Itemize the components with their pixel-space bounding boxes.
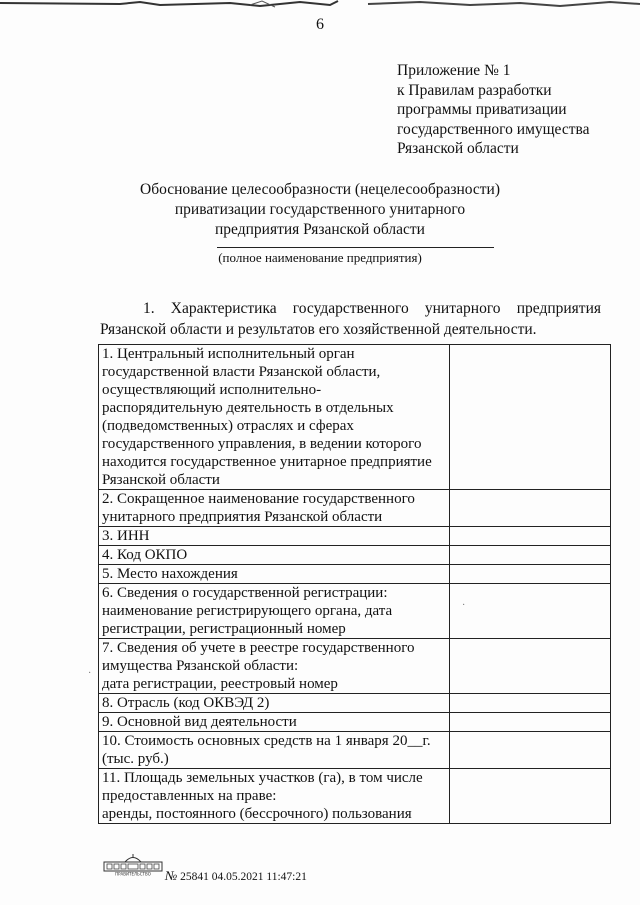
row-label — [99, 490, 450, 527]
row-label-line: осуществляющий исполнительно- — [102, 382, 322, 398]
row-label-line: дата регистрации, реестровый номер — [102, 676, 338, 692]
table-row — [99, 527, 611, 546]
row-label-line: 5. Место нахождения — [102, 566, 238, 582]
row-label-line: наименование регистрирующего органа, дата — [102, 603, 393, 619]
row-label — [99, 639, 450, 694]
row-label-line: аренды, постоянного (бессрочного) пользования — [102, 806, 412, 822]
row-label — [99, 732, 450, 769]
registration-footer — [165, 868, 307, 884]
document-datetime: 04.05.2021 11:47:21 — [211, 871, 307, 883]
table-row — [99, 584, 611, 639]
row-label-line: 7. Сведения об учете в реестре государственного — [102, 640, 415, 656]
government-stamp-logo — [103, 852, 163, 876]
row-value-cell[interactable] — [450, 546, 611, 565]
row-label-line: 10. Стоимость основных средств на 1 января 20__г. — [102, 733, 431, 749]
scan-speck: · — [88, 668, 92, 679]
row-label-line: 8. Отрасль (код ОКВЭД 2) — [102, 695, 270, 711]
row-label — [99, 713, 450, 732]
row-label-line: (тыс. руб.) — [102, 751, 169, 767]
table-row — [99, 639, 611, 694]
row-label — [99, 565, 450, 584]
row-label-line: 4. Код ОКПО — [102, 547, 188, 563]
characteristics-table — [98, 344, 611, 824]
row-label-line: государственной власти Рязанской области, — [102, 364, 381, 380]
row-value-cell[interactable] — [450, 565, 611, 584]
row-label-line: Рязанской области — [102, 472, 220, 488]
section-heading-line: 1. Характеристика государственного унитарного предприятия — [143, 300, 601, 317]
appendix-line: государственного имущества — [397, 120, 590, 138]
table-row — [99, 732, 611, 769]
appendix-line: Рязанской области — [397, 140, 519, 157]
table-row — [99, 546, 611, 565]
row-value-cell[interactable] — [450, 639, 611, 694]
row-label-line: 2. Сокращенное наименование государственного — [102, 491, 415, 507]
row-value-cell[interactable] — [450, 713, 611, 732]
row-label-line: распорядительную деятельность в отдельных — [102, 400, 394, 416]
enterprise-name-line — [217, 247, 494, 248]
row-label — [99, 527, 450, 546]
title-line: приватизации государственного унитарного — [174, 201, 466, 218]
row-value-cell[interactable] — [450, 527, 611, 546]
table-row — [99, 694, 611, 713]
table-row — [99, 565, 611, 584]
page-number: 6 — [316, 16, 324, 33]
section-heading — [100, 298, 601, 340]
row-label — [99, 769, 450, 824]
title-line: Обоснование целесообразности (нецелесообразности) — [140, 181, 500, 198]
row-value-cell[interactable] — [450, 345, 611, 490]
row-label-line: 11. Площадь земельных участков (га), в том числе — [102, 770, 423, 786]
appendix-line: Приложение № 1 — [397, 62, 511, 79]
section-heading-line: Рязанской области и результатов его хозяйственной деятельности. — [100, 321, 537, 338]
row-value-cell[interactable] — [450, 490, 611, 527]
document-number: 25841 — [180, 871, 209, 883]
enterprise-name-caption: (полное наименование предприятия) — [218, 250, 422, 265]
table-row — [99, 345, 611, 490]
svg-text:ПРАВИТЕЛЬСТВО: ПРАВИТЕЛЬСТВО — [115, 871, 151, 876]
row-label — [99, 694, 450, 713]
appendix-block — [397, 61, 589, 159]
row-label-line: имущества Рязанской области: — [102, 658, 299, 674]
number-sign: № — [165, 868, 178, 883]
scan-speck: · — [462, 600, 466, 611]
row-label-line: государственного управления, в ведении которого — [102, 436, 422, 452]
table-row — [99, 769, 611, 824]
row-label-line: регистрации, регистрационный номер — [102, 621, 346, 637]
row-label-line: 3. ИНН — [102, 528, 150, 544]
row-label-line: предоставленных на праве: — [102, 788, 277, 804]
appendix-line: к Правилам разработки — [397, 81, 552, 99]
title-line: предприятия Рязанской области — [215, 221, 425, 238]
row-value-cell[interactable] — [450, 732, 611, 769]
row-label-line: унитарного предприятия Рязанской области — [102, 509, 383, 525]
row-label-line: 1. Центральный исполнительный орган — [102, 346, 355, 362]
scan-edge — [0, 0, 640, 10]
table-row — [99, 713, 611, 732]
row-label — [99, 345, 450, 490]
row-value-cell[interactable] — [450, 584, 611, 639]
row-label-line: 9. Основной вид деятельности — [102, 714, 297, 730]
appendix-line: программы приватизации — [397, 101, 567, 118]
row-value-cell[interactable] — [450, 694, 611, 713]
row-label — [99, 584, 450, 639]
row-value-cell[interactable] — [450, 769, 611, 824]
row-label-line: 6. Сведения о государственной регистрации: — [102, 585, 388, 601]
table-row — [99, 490, 611, 527]
row-label — [99, 546, 450, 565]
row-label-line: находится государственное унитарное предприятие — [102, 454, 432, 470]
document-title — [0, 180, 640, 240]
row-label-line: (подведомственных) отраслях и сферах — [102, 418, 354, 434]
